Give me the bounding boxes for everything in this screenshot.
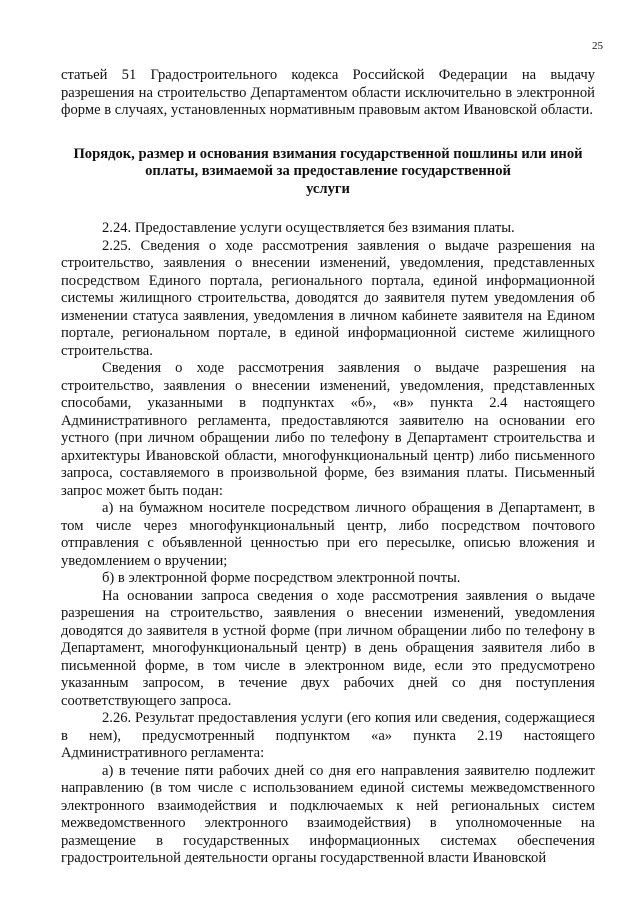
document-body [61,67,595,868]
paragraph-2-24: 2.24. Предоставление услуги осуществляется без взимания платы. [102,220,515,236]
section-heading-line: оплаты, взимаемой за предоставление государственной [145,163,511,179]
list-item-a: а) в течение пяти рабочих дней со дня его направления заявителю подлежит направлению (в том числе с использованием единой системы межведомственного электронного взаимодействия и подключаемых к ней региональных систем межведомственного электронного взаимодействия) в уполномоченные на размещение в государственных информационных системах обеспечения градостроительной деятельности органы государственной власти Ивановской [61,762,595,866]
section-heading-line: Порядок, размер и основания взимания государственной пошлины или иной [73,145,583,162]
section-heading [61,146,595,199]
paragraph: Сведения о ходе рассмотрения заявления о выдаче разрешения на строительство, заявления о внесении изменений, уведомления, представленных способами, указанными в подпунктах «б», «в» пункта 2.4 настоящего Административного регламента, предоставляются заявителю на основании его устного (при личном обращении либо по телефону в Департамент строительства и архитектуры Ивановской области, многофункциональный центр) либо письменного запроса, составляемого в произвольной форме, без взимания платы. Письменный запрос может быть подан: [61,360,595,499]
page-number: 25 [592,40,603,52]
paragraph-2-25: 2.25. Сведения о ходе рассмотрения заявления о выдаче разрешения на строительство, заявления о внесении изменений, уведомления, представленных посредством Единого портала, регионального портала, единой информационной системы жилищного строительства, доводятся до заявителя путем уведомления об изменении статуса заявления, уведомления в личном кабинете заявителя на Едином портале, региональном портале, в единой информационной системе жилищного строительства. [61,237,595,359]
section-heading-line: услуги [306,180,350,197]
paragraph: На основании запроса сведения о ходе рассмотрения заявления о выдаче разрешения на строительство, заявления о внесении изменений, уведомления доводятся до заявителя в устной форме (при личном обращении либо по телефону в Департамент, многофункциональный центр) в день обращения заявителя либо в письменной форме, в том числе в электронном виде, если это предусмотрено указанным запросом, в течение двух рабочих дней со дня поступления соответствующего запроса. [61,587,595,709]
paragraph-2-26: 2.26. Результат предоставления услуги (его копия или сведения, содержащиеся в нем), предусмотренный подпунктом «а» пункта 2.19 настоящего Административного регламента: [61,710,595,761]
intro-paragraph: статьей 51 Градостроительного кодекса Российской Федерации на выдачу разрешения на строительство Департаментом области исключительно в электронной форме в случаях, установленных нормативным правовым актом Ивановской области. [61,67,595,118]
list-item-b: б) в электронной форме посредством электронной почты. [102,570,461,586]
list-item-a: а) на бумажном носителе посредством личного обращения в Департамент, в том числе через многофункциональный центр, либо посредством почтового отправления с объявленной ценностью при его пересылке, описью вложения и уведомлением о вручении; [61,500,595,569]
